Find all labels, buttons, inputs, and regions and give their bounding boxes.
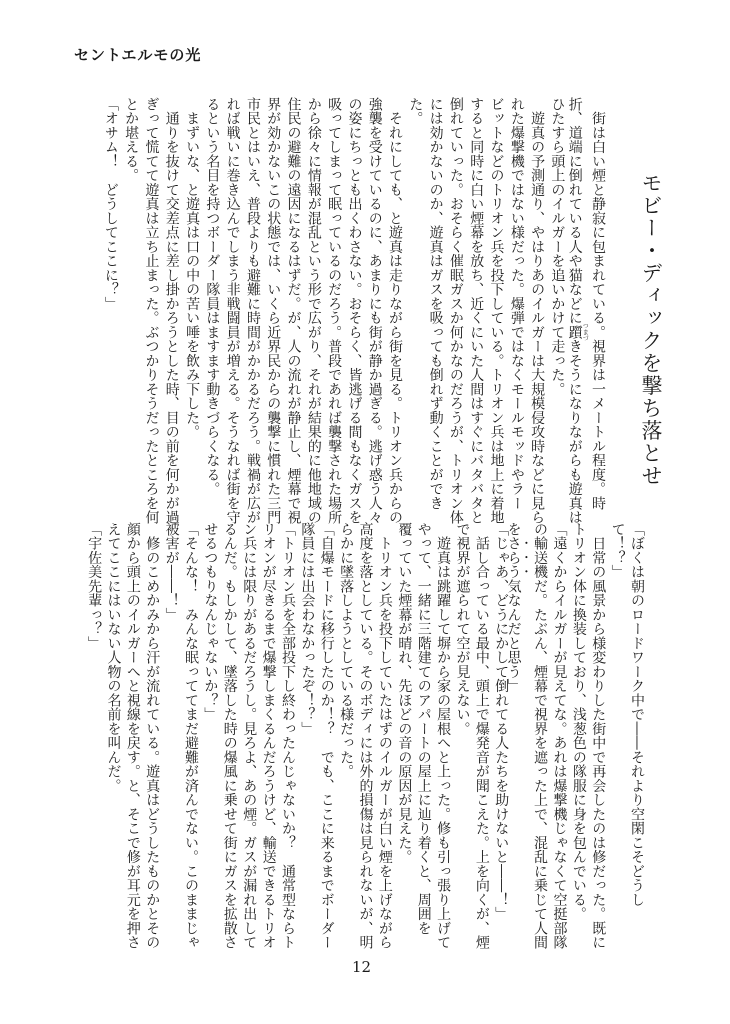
text-segment: 折、道端に倒れている人や猫などに — [566, 97, 583, 325]
chapter-title: モビー・ディックを撃ち落とせ — [639, 172, 663, 487]
text-column: から徐々に情報が混乱という形で広がり、それが結果的に他地域の — [305, 97, 322, 525]
ruby-reading: つまづ — [581, 322, 589, 342]
text-column: らかに墜落しようとしている様だった。 — [338, 522, 355, 779]
text-column: 遊真は跳躍して塀から家の屋根へと上った。修も引っ張り上げて — [435, 522, 452, 950]
text-column: 強襲を受けているのに、あまりにも街が静か過ぎる。逃げ惑う人々 — [366, 97, 383, 525]
text-column: れた爆撃機ではない様だった。爆弾ではなくモールモッドやラー — [508, 97, 525, 511]
text-column: 街は白い煙と静寂に包まれている。視界は一メートル程度。時 — [590, 97, 606, 511]
running-header: セントエルモの光 — [74, 46, 202, 64]
text-column: 界が効かないこの状態では、いくら近界民からの襲撃に慣れた三門 — [265, 97, 282, 525]
text-segment: 気なんだと思う」 — [505, 579, 522, 693]
text-column: れば戦いに巻き込んでしまう非戦闘員が増える。そうなれば街を守 — [224, 97, 241, 525]
text-column: 「宇佐美先輩っ？」 — [86, 522, 103, 651]
ruby-word — [566, 322, 589, 342]
text-column: 吸ってしまって眠っているのだろう。普段であれば襲撃された場所 — [326, 97, 343, 525]
text-column: ぎって慌てて遊真は立ち止まった。ぶつかりそうだったところを何 — [143, 97, 160, 525]
text-column: やって、一緒に三階建てのアパートの屋上に辿り着くと、周囲を — [415, 522, 432, 936]
text-column: ひたすら頭上のイルガーを追いかけて走った。 — [549, 97, 566, 397]
text-column: とか堪える。 — [123, 97, 140, 183]
text-column: 「そんな！ みんな眠っててまだ避難が済んでない。このままじゃ — [183, 522, 200, 950]
text-column — [505, 522, 529, 942]
text-column: 「オサム！ どうしてここに？」 — [102, 97, 119, 311]
text-column: の姿にちっとも出くわさない。おそらく、皆逃げる間もなくガスを — [346, 97, 363, 525]
text-column — [566, 97, 589, 525]
text-column: リオンが尽きるまで爆撃しまくるんだろうけど、輸送できるトリオ — [260, 522, 277, 950]
text-column: 日常の風景から様変わりした街中で再会したのは修だった。既に — [590, 522, 607, 950]
text-column: せるつもりなんじゃないか？」 — [202, 522, 219, 722]
text-column: 覆っていた煙幕が晴れ、先ほどの音の原因が見えた。 — [396, 522, 413, 864]
text-column: 顔から頭上のイルガーへと視線を戻す。と、そこで修が耳元を押さ — [124, 522, 141, 950]
page-number: 12 — [352, 958, 372, 976]
text-segment: を — [505, 522, 522, 537]
text-column: トリオン兵を投下していたはずのイルガーが白い煙を上げながら — [376, 522, 393, 950]
text-column: で視界が遮られて空が見えない。 — [454, 522, 471, 736]
text-column: の輸送機だ。たぶん、煙幕で視界を遮った上で、混乱に乗じて人間 — [532, 522, 549, 950]
text-column: 「遠くからイルガーが見えてな。あれは爆撃機じゃなくて空挺部隊 — [551, 522, 568, 950]
text-column: 「じゃあ、どうにかして倒れてる人たちを助けないと――！」 — [493, 522, 510, 921]
text-column: ビットなどのトリオン兵を投下している。トリオン兵は地上に着地 — [488, 97, 505, 525]
text-column: 住民の避難の遠因になるはずだ。が、人の流れが静止し、煙幕で視 — [285, 97, 302, 525]
text-column: 倒れていった。おそらく催眠ガスか何かなのだろうが、トリオン体 — [447, 97, 464, 525]
body-text-lower — [84, 522, 646, 950]
text-column: には効かないのか、遊真はガスを吸っても倒れず動くことができ — [427, 97, 444, 511]
text-column: それにしても、と遊真は走りながら街を見る。トリオン兵からの — [387, 97, 404, 525]
text-column: た。 — [407, 97, 424, 126]
text-column: 高度を落としている。そのボディには外的損傷は見られないが、明 — [357, 522, 374, 950]
text-column: て！？」 — [609, 522, 626, 579]
text-column: 「トリオン兵を全部投下し終わったんじゃないか？ 通常型ならト — [279, 522, 296, 950]
text-column: 通りを抜けて交差点に差し掛かろうとした時、目の前を何かが過 — [163, 97, 180, 525]
text-column: 修のこめかみから汗が流れている。遊真はどうしたものかとその — [144, 522, 161, 950]
text-column: 話し合っている最中、頭上で爆発音が聞こえた。上を向くが、煙 — [473, 522, 490, 950]
ruby-base: 躓 — [566, 322, 583, 342]
text-column: 遊真の予測通り、やはりあのイルガーは大規模侵攻時などに見ら — [529, 97, 546, 525]
text-segment: きそうになりながらも遊真は — [566, 339, 583, 525]
text-column: 市民とはいえ、普段よりも避難に時間がかかるだろう。戦禍が広が — [244, 97, 261, 525]
text-column: るという名目を持つボーダー隊員はますます動きづらくなる。 — [204, 97, 221, 496]
text-column: 被害が――！」 — [163, 522, 180, 622]
text-column: えてここにはいない人物の名前を叫んだ。 — [105, 522, 122, 793]
text-column: 隊員には出会わなかったぞ！？」 — [299, 522, 316, 736]
body-text-upper — [101, 97, 608, 525]
text-column: まずいな、と遊真は口の中の苦い唾を飲み下した。 — [184, 97, 201, 439]
text-column: るんだ。もしかして、墜落した時の爆風に乗せて街にガスを拡散さ — [221, 522, 238, 950]
text-column: 「自爆モードに移行したのか！？ でも、ここに来るまでボーダー — [318, 522, 335, 950]
text-column: ン兵には限りがあるだろうし。見ろよ、あの煙。ガスが漏れ出して — [241, 522, 258, 950]
text-column: 「ぼくは朝のロードワーク中で――それより空閑こそどうし — [629, 522, 645, 907]
emphasized-text: さらう — [505, 536, 522, 579]
text-column: すると同時に白い煙幕を放ち、近くにいた人間はすぐにバタバタと — [468, 97, 485, 525]
text-column: トリオン体に換装しており、浅葱色の隊服に身を包んでいる。 — [570, 522, 587, 921]
